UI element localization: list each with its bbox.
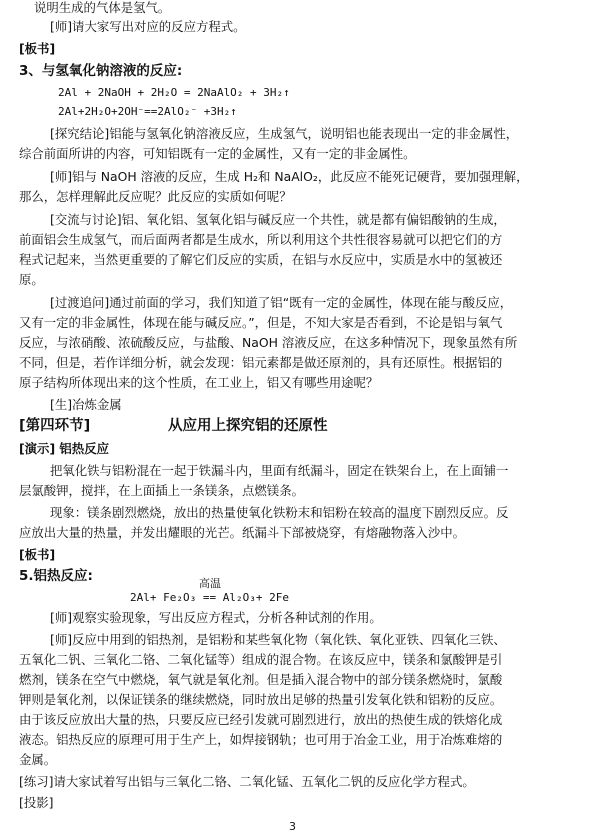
text-line: 钾则是氧化剂，以保证镁条的继续燃烧，同时放出足够的热量引发氧化铁和铝粉的反应。 bbox=[19, 692, 503, 707]
text-line: [师]反应中用到的铝热剂，是铝粉和某些氧化物（氧化铁、氧化亚铁、四氧化三铁、 bbox=[50, 632, 506, 647]
section-marker-board: [板书] bbox=[19, 41, 56, 56]
text-line: 由于该反应放出大量的热，只要反应已经引发就可剧烈进行，放出的热使生成的铁熔化成 bbox=[19, 712, 503, 727]
text-line: [过渡追问]通过前面的学习，我们知道了铝“既有一定的金属性，体现在能与酸反应， bbox=[50, 295, 513, 310]
text-line: 说明生成的气体是氢气。 bbox=[34, 0, 171, 15]
text-line: 五氧化二钒、三氧化二铬、二氧化锰等）组成的混合物。在该反应中，镁条和氯酸钾是引 bbox=[19, 652, 503, 667]
text-line: 现象：镁条剧烈燃烧，放出的热量使氧化铁粉末和铝粉在较高的温度下剧烈反应。反 bbox=[50, 505, 509, 520]
text-line: 金属。 bbox=[19, 752, 57, 767]
demo-heading: [演示] 铝热反应 bbox=[19, 441, 109, 456]
stage-marker: [第四环节] bbox=[19, 418, 91, 434]
text-line: [交流与讨论]铝、氧化铝、氢氧化铝与碱反应一个共性，就是都有偏铝酸钠的生成， bbox=[50, 212, 506, 227]
ionic-equation: 2Al+2H₂O+2OH⁻==2AlO₂⁻ +3H₂↑ bbox=[58, 105, 237, 118]
text-line: 又有一定的非金属性，体现在能与碱反应。”，但是，不知大家是否看到，不论是铝与氧气 bbox=[19, 315, 503, 330]
text-line: 综合前面所讲的内容，可知铝既有一定的金属性，又有一定的非金属性。 bbox=[19, 146, 416, 161]
text-line: 反应，与浓硝酸、浓硫酸反应，与盐酸、NaOH 溶液反应，在这多种情况下，现象虽然有所 bbox=[19, 335, 518, 350]
reaction-condition: 高温 bbox=[199, 577, 221, 590]
equation: 2Al+ Fe₂O₃ == Al₂O₃+ 2Fe bbox=[130, 591, 289, 604]
text-line: 原子结构所体现出来的这个性质，在工业上，铝又有哪些用途呢？ bbox=[19, 375, 379, 390]
text-line: 燃剂，镁条在空气中燃烧，氧气就是氧化剂。但是插入混合物中的部分镁条燃烧时，氯酸 bbox=[19, 672, 503, 687]
section-marker-board: [板书] bbox=[19, 547, 56, 562]
text-line: 把氧化铁与铝粉混在一起于铁漏斗内，里面有纸漏斗，固定在铁架台上，在上面铺一 bbox=[50, 463, 509, 478]
text-line: 程式记起来，当然更重要的了解它们反应的实质，在铝与水反应中，实质是水中的氢被还 bbox=[19, 252, 503, 267]
text-line: [师]请大家写出对应的反应方程式。 bbox=[50, 19, 246, 34]
text-line: [投影] bbox=[19, 795, 54, 810]
text-line: [师]观察实验现象，写出反应方程式，分析各种试剂的作用。 bbox=[50, 610, 382, 625]
text-line: [师]铝与 NaOH 溶液的反应，生成 H₂和 NaAlO₂，此反应不能死记硬背，要加强理解， bbox=[50, 169, 529, 184]
text-line: [探究结论]铝能与氢氧化钠溶液反应，生成氢气，说明铝也能表现出一定的非金属性， bbox=[50, 126, 519, 141]
text-line: 不同，但是，若作详细分析，就会发现：铝元素都是做还原剂的，具有还原性。根据铝的 bbox=[19, 355, 503, 370]
text-line: 原。 bbox=[19, 272, 44, 287]
text-line: 液态。铝热反应的原理可用于生产上，如焊接钢轨；也可用于冶金工业，用于冶炼难熔的 bbox=[19, 732, 503, 747]
section-heading: 3、与氢氧化钠溶液的反应: bbox=[19, 63, 183, 79]
text-line: 应放出大量的热量，并发出耀眼的光芒。纸漏斗下部被烧穿，有熔融物落入沙中。 bbox=[19, 525, 466, 540]
text-line: 层氯酸钾，搅拌，在上面插上一条镁条，点燃镁条。 bbox=[19, 483, 304, 498]
text-line: [生]冶炼金属 bbox=[50, 397, 122, 412]
section-heading: 5.铝热反应: bbox=[19, 568, 93, 584]
equation: 2Al + 2NaOH + 2H₂O = 2NaAlO₂ + 3H₂↑ bbox=[58, 86, 290, 99]
text-line: [练习]请大家试着写出铝与三氧化二铬、二氧化锰、五氧化二钒的反应化学方程式。 bbox=[19, 774, 475, 789]
text-line: 前面铝会生成氢气，而后面两者都是生成水，所以利用这个共性很容易就可以把它们的方 bbox=[19, 232, 503, 247]
stage-title: 从应用上探究铝的还原性 bbox=[168, 418, 328, 434]
page-number: 3 bbox=[289, 820, 296, 833]
text-line: 那么，怎样理解此反应呢？此反应的实质如何呢？ bbox=[19, 189, 292, 204]
